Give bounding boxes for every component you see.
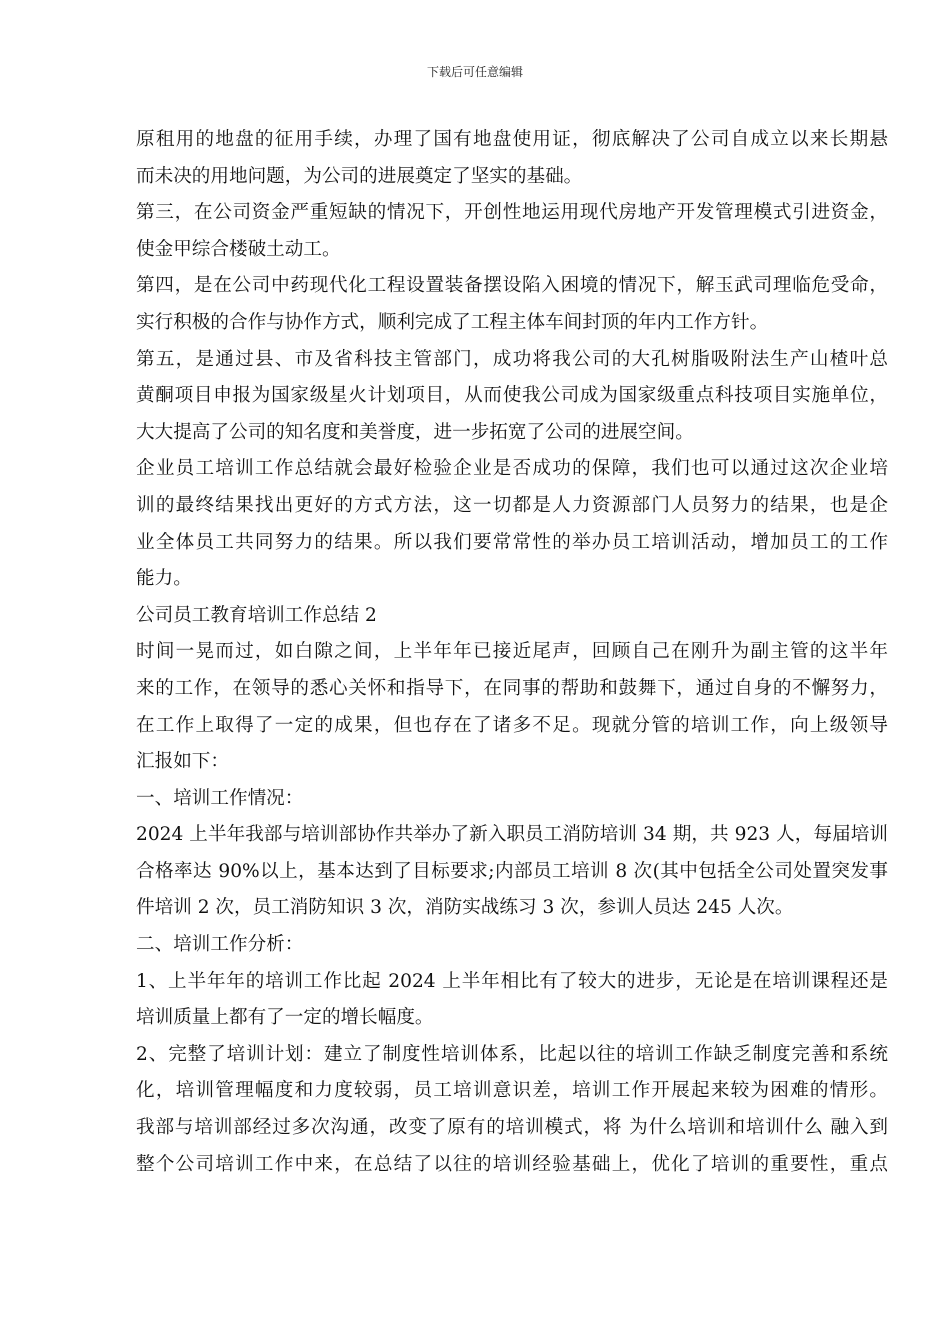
- text-line: 黄酮项目申报为国家级星火计划项目，从而使我公司成为国家级重点科技项目实施单位，: [136, 385, 888, 407]
- text-line: 大大提高了公司的知名度和美誉度，进一步拓宽了公司的进展空间。: [136, 421, 694, 443]
- text-line: 能力。: [136, 568, 192, 590]
- text-line: 整个公司培训工作中来，在总结了以往的培训经验基础上，优化了培训的重要性，重点: [136, 1153, 888, 1175]
- text-line: 来的工作，在领导的悉心关怀和指导下，在同事的帮助和鼓舞下，通过自身的不懈努力，: [136, 677, 888, 699]
- text-line: 时间一晃而过，如白隙之间，上半年年已接近尾声，回顾自己在刚升为副主管的这半年: [136, 641, 888, 663]
- text-line: 2、完整了培训计划：建立了制度性培训体系，比起以往的培训工作缺乏制度完善和系统: [136, 1043, 888, 1065]
- text-line: 化，培训管理幅度和力度较弱，员工培训意识差，培训工作开展起来较为困难的情形。: [136, 1080, 888, 1102]
- text-line: 公司员工教育培训工作总结 2: [136, 604, 377, 626]
- text-line: 在工作上取得了一定的成果，但也存在了诸多不足。现就分管的培训工作，向上级领导: [136, 714, 888, 736]
- text-line: 使金甲综合楼破土动工。: [136, 238, 341, 260]
- text-line: 培训质量上都有了一定的增长幅度。: [136, 1007, 434, 1029]
- document-body: [136, 122, 888, 1183]
- text-line: 而未决的用地问题，为公司的进展奠定了坚实的基础。: [136, 165, 583, 187]
- text-line: 原租用的地盘的征用手续，办理了国有地盘使用证，彻底解决了公司自成立以来长期悬: [136, 129, 888, 150]
- text-line: 第四，是在公司中药现代化工程设置装备摆设陷入困境的情况下，解玉武司理临危受命，: [136, 275, 888, 297]
- text-line: 训的最终结果找出更好的方式方法，这一切都是人力资源部门人员努力的结果，也是企: [136, 494, 888, 516]
- page-header: 下载后可任意编辑: [426, 65, 523, 79]
- text-line: 企业员工培训工作总结就会最好检验企业是否成功的保障，我们也可以通过这次企业培: [136, 458, 888, 480]
- text-line: 2024 上半年我部与培训部协作共举办了新入职员工消防培训 34 期，共 923 人，每届培训: [136, 824, 888, 846]
- text-line: 我部与培训部经过多次沟通，改变了原有的培训模式，将 为什么培训和培训什么 融入到: [136, 1117, 888, 1139]
- text-line: 件培训 2 次，员工消防知识 3 次，消防实战练习 3 次，参训人员达 245 人次。: [136, 897, 794, 919]
- text-line: 业全体员工共同努力的结果。所以我们要常常性的举办员工培训活动，增加员工的工作: [136, 531, 888, 553]
- text-line: 二、培训工作分析：: [136, 934, 304, 956]
- text-line: 第五，是通过县、市及省科技主管部门，成功将我公司的大孔树脂吸附法生产山楂叶总: [136, 348, 888, 370]
- text-line: 1、上半年年的培训工作比起 2024 上半年相比有了较大的进步，无论是在培训课程还是: [136, 970, 888, 992]
- text-line: 实行积极的合作与协作方式，顺利完成了工程主体车间封顶的年内工作方针。: [136, 311, 769, 333]
- text-line: 合格率达 90%以上，基本达到了目标要求;内部员工培训 8 次(其中包括全公司处置突发事: [136, 860, 888, 882]
- text-line: 汇报如下：: [136, 751, 229, 773]
- text-line: 一、培训工作情况：: [136, 787, 304, 809]
- text-line: 第三，在公司资金严重短缺的情况下，开创性地运用现代房地产开发管理模式引进资金，: [136, 202, 888, 224]
